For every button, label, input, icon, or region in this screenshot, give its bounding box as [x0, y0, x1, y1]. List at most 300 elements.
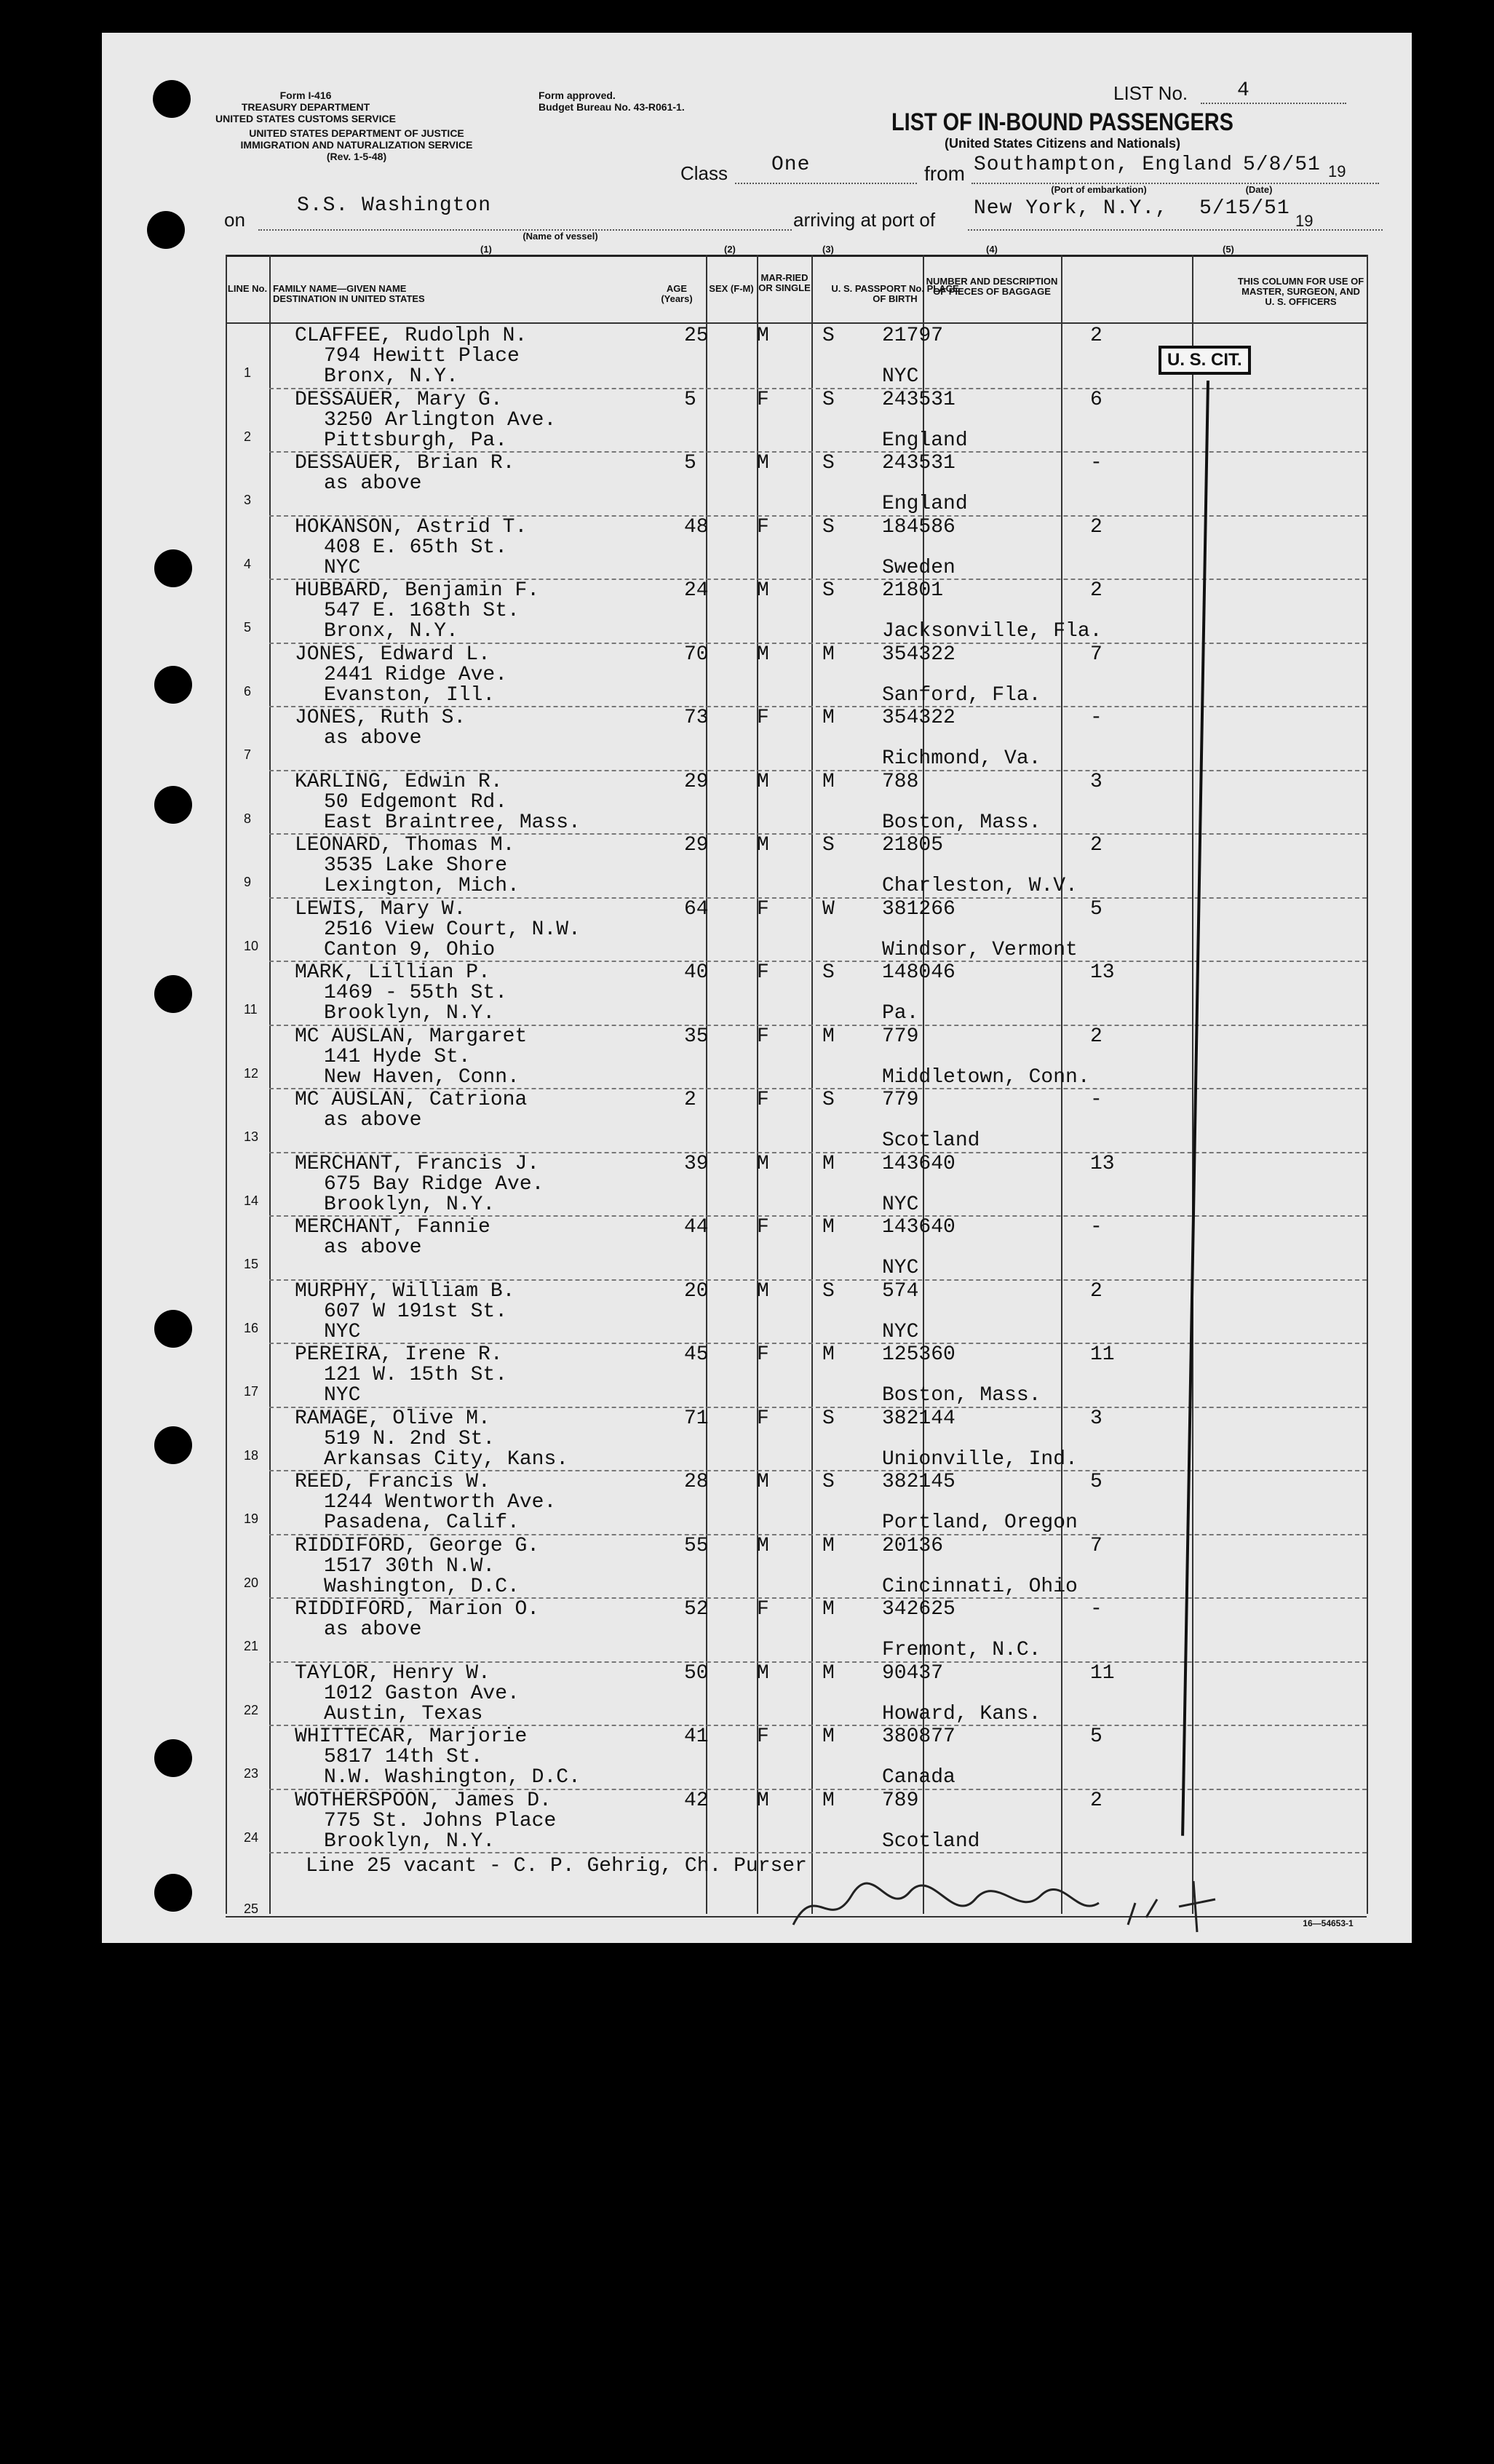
address-line-2: Lexington, Mich. [324, 875, 520, 897]
list-no-line [1201, 103, 1346, 104]
marital-status: M [822, 770, 835, 793]
passport-number: 148046 [882, 961, 955, 984]
passenger-name: DESSAUER, Brian R. [295, 452, 515, 474]
place-of-birth: Pa. [882, 1002, 919, 1025]
passenger-age: 20 [684, 1279, 709, 1303]
passenger-name: REED, Francis W. [295, 1471, 490, 1493]
marital-status: S [822, 1089, 835, 1111]
passenger-sex: F [757, 1407, 769, 1430]
passenger-age: 52 [684, 1598, 709, 1621]
passport-number: 243531 [882, 452, 955, 474]
address-line-2: N.W. Washington, D.C. [324, 1766, 581, 1789]
passenger-name: HOKANSON, Astrid T. [295, 515, 528, 538]
place-of-birth: Sanford, Fla. [882, 683, 1041, 707]
baggage-count: 13 [1090, 961, 1115, 984]
passenger-sex: F [757, 1089, 769, 1111]
passenger-age: 73 [684, 707, 709, 729]
passenger-name: WHITTECAR, Marjorie [295, 1725, 528, 1748]
century-label-2: 19 [1295, 212, 1314, 230]
passport-number: 342625 [882, 1598, 955, 1621]
hdr-destination: DESTINATION IN UNITED STATES [273, 293, 425, 304]
punch-hole [147, 211, 185, 249]
address-line-1: as above [324, 727, 422, 750]
passport-number: 779 [882, 1089, 919, 1111]
address-line-1: as above [324, 1109, 422, 1132]
passenger-age: 29 [684, 834, 709, 857]
address-line-2: Brooklyn, N.Y. [324, 1193, 496, 1216]
vessel-name: S.S. Washington [297, 194, 492, 217]
line-25-number: 25 [244, 1901, 259, 1916]
budget-bureau: Budget Bureau No. 43-R061-1. [539, 101, 685, 113]
hdr-officers: THIS COLUMN FOR USE OF MASTER, SURGEON, AND U. S. OFFICERS [1237, 276, 1364, 307]
passenger-sex: F [757, 961, 769, 984]
place-of-birth: Richmond, Va. [882, 747, 1041, 770]
row-line-number: 17 [244, 1384, 259, 1399]
revision-date: (Rev. 1-5-48) [326, 151, 387, 162]
address-line-1: 141 Hyde St. [324, 1045, 471, 1068]
passenger-sex: M [757, 1471, 769, 1493]
passport-number: 21801 [882, 579, 944, 602]
place-of-birth: Canada [882, 1766, 955, 1789]
passenger-age: 39 [684, 1152, 709, 1175]
hdr-married: MAR-RIED OR SINGLE [758, 272, 811, 293]
service-name: UNITED STATES CUSTOMS SERVICE [215, 113, 396, 124]
baggage-count: 7 [1090, 643, 1102, 666]
us-citizen-stamp: U. S. CIT. [1159, 346, 1251, 375]
address-line-1: as above [324, 472, 422, 495]
address-line-2: Arkansas City, Kans. [324, 1447, 569, 1471]
address-line-2: Brooklyn, N.Y. [324, 1829, 496, 1853]
passenger-age: 71 [684, 1407, 709, 1430]
on-label: on [224, 209, 245, 231]
passenger-age: 41 [684, 1725, 709, 1748]
row-separator [269, 1852, 1367, 1853]
baggage-count: 3 [1090, 1407, 1102, 1430]
punch-hole [154, 1874, 192, 1912]
address-line-1: 408 E. 65th St. [324, 536, 508, 559]
punch-hole [154, 666, 192, 704]
baggage-count: 2 [1090, 1279, 1102, 1303]
row-line-number: 12 [244, 1065, 259, 1081]
baggage-count: 2 [1090, 325, 1102, 347]
class-value: One [771, 154, 811, 176]
passport-number: 90437 [882, 1661, 944, 1685]
colnum-2: (2) [724, 244, 736, 255]
baggage-count: 3 [1090, 770, 1102, 793]
embarkation-port: Southampton, England [974, 154, 1233, 176]
row-line-number: 8 [244, 811, 252, 826]
row-line-number: 15 [244, 1257, 259, 1271]
row-line-number: 3 [244, 493, 252, 507]
row-line-number: 11 [244, 1002, 258, 1017]
passport-number: 21805 [882, 834, 944, 857]
passenger-name: LEONARD, Thomas M. [295, 834, 515, 857]
punch-hole [154, 786, 192, 824]
col-divider [811, 255, 813, 1914]
colnum-5: (5) [1223, 244, 1234, 255]
arrival-line [968, 229, 1383, 231]
immigration-service: IMMIGRATION AND NATURALIZATION SERVICE [240, 139, 473, 151]
address-line-2: Pasadena, Calif. [324, 1511, 520, 1534]
form-approved: Form approved. [539, 90, 616, 101]
passenger-sex: M [757, 1279, 769, 1303]
passport-number: 788 [882, 770, 919, 793]
passenger-name: MARK, Lillian P. [295, 961, 490, 984]
date-caption: (Date) [1245, 184, 1273, 195]
punch-hole [154, 1310, 192, 1348]
address-line-2: NYC [324, 556, 361, 579]
marital-status: M [822, 1789, 835, 1812]
row-line-number: 2 [244, 429, 252, 444]
row-line-number: 18 [244, 1447, 259, 1463]
passport-number: 21797 [882, 325, 944, 347]
baggage-count: 2 [1090, 1789, 1102, 1812]
address-line-1: 1469 - 55th St. [324, 982, 508, 1004]
passenger-name: TAYLOR, Henry W. [295, 1661, 490, 1685]
row-line-number: 13 [244, 1129, 259, 1144]
justice-department: UNITED STATES DEPARTMENT OF JUSTICE [249, 127, 464, 139]
list-no-label: LIST No. [1113, 82, 1188, 104]
baggage-count: - [1090, 707, 1102, 729]
passenger-age: 48 [684, 515, 709, 538]
place-of-birth: England [882, 493, 968, 515]
passenger-sex: M [757, 325, 769, 347]
passenger-name: RIDDIFORD, Marion O. [295, 1598, 540, 1621]
baggage-count: 2 [1090, 515, 1102, 538]
arrival-port: New York, N.Y., [974, 197, 1169, 220]
address-line-1: 519 N. 2nd St. [324, 1427, 496, 1450]
passport-number: 125360 [882, 1343, 955, 1366]
vessel-caption: (Name of vessel) [522, 231, 598, 242]
marital-status: S [822, 1279, 835, 1303]
row-line-number: 4 [244, 556, 252, 571]
marital-status: M [822, 1343, 835, 1366]
passenger-age: 5 [684, 388, 696, 411]
colnum-3: (3) [822, 244, 834, 255]
passenger-sex: F [757, 515, 769, 538]
address-line-2: East Braintree, Mass. [324, 811, 581, 834]
marital-status: M [822, 1152, 835, 1175]
baggage-count: 2 [1090, 579, 1102, 602]
place-of-birth: Portland, Oregon [882, 1511, 1078, 1534]
hdr-age: AGE (Years) [661, 283, 693, 304]
address-line-2: Canton 9, Ohio [324, 938, 496, 961]
address-line-2: Washington, D.C. [324, 1575, 520, 1598]
class-label: Class [680, 162, 728, 184]
marital-status: S [822, 325, 835, 347]
address-line-2: NYC [324, 1320, 361, 1343]
place-of-birth: NYC [882, 1320, 919, 1343]
form-code: 16—54653-1 [1303, 1918, 1354, 1928]
col-divider [226, 255, 227, 1914]
passenger-name: JONES, Ruth S. [295, 707, 466, 729]
passenger-sex: M [757, 1661, 769, 1685]
place-of-birth: Scotland [882, 1829, 980, 1853]
form-number: Form I-416 [279, 90, 332, 101]
passenger-age: 44 [684, 1216, 709, 1239]
row-line-number: 9 [244, 875, 252, 889]
marital-status: M [822, 1661, 835, 1685]
baggage-count: 5 [1090, 1471, 1102, 1493]
baggage-count: - [1090, 452, 1102, 474]
passenger-sex: M [757, 643, 769, 666]
marital-status: M [822, 1216, 835, 1239]
place-of-birth: NYC [882, 1193, 919, 1216]
hdr-line-no: LINE No. [227, 283, 268, 294]
passenger-age: 45 [684, 1343, 709, 1366]
place-of-birth: Middletown, Conn. [882, 1065, 1090, 1089]
passport-number: 243531 [882, 388, 955, 411]
marital-status: S [822, 961, 835, 984]
marital-status: S [822, 452, 835, 474]
address-line-2: Austin, Texas [324, 1702, 483, 1725]
passenger-name: MERCHANT, Francis J. [295, 1152, 540, 1175]
line-25-vacant: Line 25 vacant - C. P. Gehrig, Ch. Purser [306, 1855, 807, 1877]
baggage-count: 7 [1090, 1534, 1102, 1557]
address-line-1: 2441 Ridge Ave. [324, 663, 508, 686]
page-subtitle: (United States Citizens and Nationals) [944, 136, 1181, 151]
passenger-name: DESSAUER, Mary G. [295, 388, 503, 411]
row-line-number: 24 [244, 1829, 259, 1845]
passenger-age: 25 [684, 325, 709, 347]
marital-status: S [822, 388, 835, 411]
passenger-sex: M [757, 1152, 769, 1175]
row-line-number: 14 [244, 1193, 259, 1208]
col-divider [269, 255, 271, 1914]
place-of-birth: Boston, Mass. [882, 811, 1041, 834]
place-of-birth: Fremont, N.C. [882, 1639, 1041, 1661]
passenger-age: 29 [684, 770, 709, 793]
address-line-1: 1517 30th N.W. [324, 1554, 496, 1578]
marital-status: S [822, 579, 835, 602]
place-of-birth: Charleston, W.V. [882, 875, 1078, 897]
passenger-age: 70 [684, 643, 709, 666]
passport-number: 779 [882, 1025, 919, 1048]
passenger-sex: F [757, 1025, 769, 1048]
marital-status: M [822, 707, 835, 729]
punch-hole [154, 549, 192, 587]
passenger-age: 24 [684, 579, 709, 602]
passenger-name: RAMAGE, Olive M. [295, 1407, 490, 1430]
passenger-name: LEWIS, Mary W. [295, 897, 466, 921]
hdr-baggage: NUMBER AND DESCRIPTION OF PIECES OF BAGGAGE [926, 276, 1058, 297]
passenger-sex: M [757, 770, 769, 793]
marital-status: S [822, 515, 835, 538]
passenger-name: WOTHERSPOON, James D. [295, 1789, 552, 1812]
row-line-number: 16 [244, 1320, 259, 1335]
place-of-birth: England [882, 429, 968, 452]
marital-status: S [822, 834, 835, 857]
baggage-count: 5 [1090, 1725, 1102, 1748]
col-divider [1192, 255, 1193, 1914]
row-line-number: 6 [244, 683, 252, 699]
colnum-1: (1) [480, 244, 492, 255]
marital-status: M [822, 1725, 835, 1748]
address-line-2: Pittsburgh, Pa. [324, 429, 508, 452]
passport-number: 789 [882, 1789, 919, 1812]
page-title: LIST OF IN-BOUND PASSENGERS [891, 108, 1233, 136]
approval-block [539, 90, 728, 113]
address-line-1: 50 Edgemont Rd. [324, 790, 508, 814]
department-name: TREASURY DEPARTMENT [241, 101, 370, 113]
place-of-birth: Boston, Mass. [882, 1384, 1041, 1407]
port-embark-caption: (Port of embarkation) [1051, 184, 1147, 195]
place-of-birth: Scotland [882, 1129, 980, 1152]
arrival-date: 5/15/51 [1199, 197, 1290, 220]
marital-status: M [822, 1025, 835, 1048]
passenger-age: 5 [684, 452, 696, 474]
passport-number: 354322 [882, 643, 955, 666]
passenger-sex: F [757, 388, 769, 411]
place-of-birth: Windsor, Vermont [882, 938, 1078, 961]
row-line-number: 21 [244, 1639, 259, 1653]
baggage-count: 2 [1090, 834, 1102, 857]
passport-number: 574 [882, 1279, 919, 1303]
baggage-count: - [1090, 1598, 1102, 1621]
marital-status: M [822, 643, 835, 666]
row-line-number: 22 [244, 1702, 259, 1717]
from-label: from [924, 162, 965, 185]
baggage-count: 2 [1090, 1025, 1102, 1048]
passenger-age: 55 [684, 1534, 709, 1557]
row-line-number: 1 [244, 365, 252, 380]
place-of-birth: Jacksonville, Fla. [882, 620, 1102, 643]
punch-hole [154, 975, 192, 1013]
row-line-number: 7 [244, 747, 252, 762]
address-line-1: 1244 Wentworth Ave. [324, 1491, 557, 1514]
address-line-2: Bronx, N.Y. [324, 365, 458, 388]
passenger-sex: M [757, 579, 769, 602]
place-of-birth: NYC [882, 1257, 919, 1279]
passenger-age: 50 [684, 1661, 709, 1685]
passport-number: 382145 [882, 1471, 955, 1493]
address-line-1: 121 W. 15th St. [324, 1364, 508, 1386]
passenger-name: MURPHY, William B. [295, 1279, 515, 1303]
marital-status: M [822, 1598, 835, 1621]
row-line-number: 19 [244, 1511, 259, 1526]
passenger-name: KARLING, Edwin R. [295, 770, 503, 793]
list-no-value: 4 [1237, 79, 1250, 102]
passenger-name: RIDDIFORD, George G. [295, 1534, 540, 1557]
passport-number: 382144 [882, 1407, 955, 1430]
marital-status: W [822, 897, 835, 921]
hdr-family-name: FAMILY NAME—GIVEN NAME [273, 283, 407, 294]
address-line-1: 547 E. 168th St. [324, 600, 520, 622]
row-line-number: 20 [244, 1575, 259, 1590]
punch-hole [154, 1739, 192, 1777]
inspector-signature [786, 1874, 1252, 1939]
passenger-sex: F [757, 897, 769, 921]
address-line-1: 794 Hewitt Place [324, 345, 520, 367]
address-line-1: as above [324, 1236, 422, 1259]
punch-hole [153, 80, 191, 118]
passenger-name: HUBBARD, Benjamin F. [295, 579, 540, 602]
passenger-sex: M [757, 1534, 769, 1557]
passenger-sex: M [757, 452, 769, 474]
passport-number: 381266 [882, 897, 955, 921]
row-line-number: 5 [244, 620, 252, 635]
passport-number: 380877 [882, 1725, 955, 1748]
punch-hole [154, 1426, 192, 1464]
passenger-sex: F [757, 1725, 769, 1748]
form-id-block [189, 90, 422, 124]
address-line-2: NYC [324, 1384, 361, 1407]
hdr-family [273, 284, 549, 304]
address-line-1: 2516 View Court, N.W. [324, 918, 581, 941]
place-of-birth: Howard, Kans. [882, 1702, 1041, 1725]
address-line-2: New Haven, Conn. [324, 1065, 520, 1089]
place-of-birth: Unionville, Ind. [882, 1447, 1078, 1471]
address-line-1: 5817 14th St. [324, 1746, 483, 1768]
passport-number: 184586 [882, 515, 955, 538]
col-divider [1367, 255, 1368, 1914]
passenger-sex: F [757, 1216, 769, 1239]
place-of-birth: Cincinnati, Ohio [882, 1575, 1078, 1598]
address-line-1: 1012 Gaston Ave. [324, 1682, 520, 1705]
passport-number: 354322 [882, 707, 955, 729]
marital-status: M [822, 1534, 835, 1557]
address-line-1: as above [324, 1618, 422, 1641]
address-line-1: 607 W 191st St. [324, 1300, 508, 1323]
passport-number: 143640 [882, 1216, 955, 1239]
address-line-2: Brooklyn, N.Y. [324, 1002, 496, 1025]
baggage-count: 11 [1090, 1343, 1115, 1366]
departure-date: 5/8/51 [1243, 154, 1321, 176]
passenger-name: MERCHANT, Fannie [295, 1216, 490, 1239]
arriving-label: arriving at port of [793, 209, 936, 231]
passenger-age: 42 [684, 1789, 709, 1812]
place-of-birth: NYC [882, 365, 919, 388]
passenger-name: PEREIRA, Irene R. [295, 1343, 503, 1366]
passport-number: 20136 [882, 1534, 944, 1557]
passenger-name: MC AUSLAN, Catriona [295, 1089, 528, 1111]
address-line-1: 675 Bay Ridge Ave. [324, 1172, 544, 1196]
row-line-number: 10 [244, 938, 259, 953]
baggage-count: - [1090, 1216, 1102, 1239]
address-line-1: 3250 Arlington Ave. [324, 408, 557, 432]
passenger-age: 2 [684, 1089, 696, 1111]
passenger-sex: M [757, 1789, 769, 1812]
header-underline [226, 322, 1367, 324]
row-line-number: 23 [244, 1766, 259, 1781]
address-line-1: 3535 Lake Shore [324, 854, 508, 877]
passenger-age: 35 [684, 1025, 709, 1048]
passenger-sex: F [757, 707, 769, 729]
passenger-sex: F [757, 1598, 769, 1621]
baggage-count: 5 [1090, 897, 1102, 921]
class-line [735, 183, 917, 184]
colnum-4: (4) [986, 244, 998, 255]
baggage-count: - [1090, 1089, 1102, 1111]
passenger-name: MC AUSLAN, Margaret [295, 1025, 528, 1048]
hdr-sex: SEX (F-M) [709, 283, 754, 294]
justice-block [218, 127, 495, 162]
passenger-sex: M [757, 834, 769, 857]
marital-status: S [822, 1471, 835, 1493]
baggage-count: 11 [1090, 1661, 1115, 1685]
century-label: 19 [1328, 162, 1346, 180]
marital-status: S [822, 1407, 835, 1430]
passenger-name: CLAFFEE, Rudolph N. [295, 325, 528, 347]
passenger-age: 40 [684, 961, 709, 984]
address-line-2: Evanston, Ill. [324, 683, 496, 707]
baggage-count: 13 [1090, 1152, 1115, 1175]
passenger-name: JONES, Edward L. [295, 643, 490, 666]
passenger-age: 64 [684, 897, 709, 921]
passenger-age: 28 [684, 1471, 709, 1493]
address-line-2: Bronx, N.Y. [324, 620, 458, 643]
baggage-count: 6 [1090, 388, 1102, 411]
